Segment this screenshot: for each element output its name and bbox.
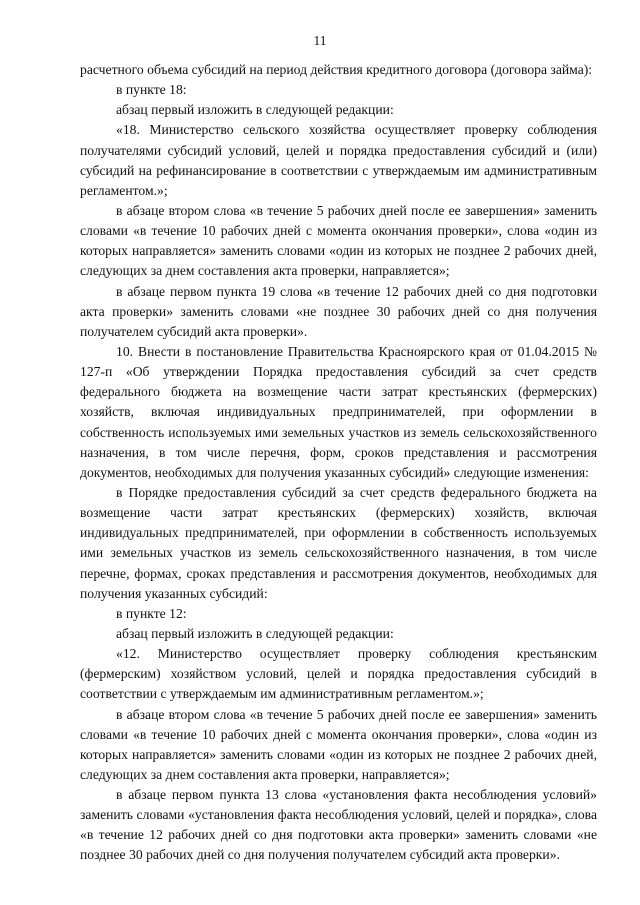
paragraph-continuation: расчетного объема субсидий на период действия кредитного договора (договора займа): — [80, 62, 593, 77]
paragraph: в пункте 12: — [116, 605, 187, 621]
paragraph: в абзаце втором слова «в течение 5 рабочих дней после ее завершения» заменить словами «в течение 10 рабочих дней с момента окончания проверки», слова «один из которых направляется» заменить словами «один из которых не позднее 2 рабочих дней, следующих за днем составления акта проверки, направляется»; — [80, 706, 597, 782]
paragraph: в пункте 18: — [116, 82, 187, 98]
paragraph: в абзаце первом пункта 19 слова «в течение 12 рабочих дней со дня подготовки акта проверки» заменить словами «не позднее 30 рабочих дней со дня получения получателем субсидий акта проверки». — [80, 283, 597, 339]
paragraph: в абзаце первом пункта 13 слова «установления факта несоблюдения условий» заменить словами «установления факта несоблюдения условий, целей и порядка», слова «в течение 12 рабочих дней со дня подготовки акта проверки» заменить словами «не позднее 30 рабочих дней со дня получения получателем субсидий акта проверки». — [80, 787, 597, 863]
paragraph: в абзаце втором слова «в течение 5 рабочих дней после ее завершения» заменить словами «в течение 10 рабочих дней с момента окончания проверки», слова «один из которых направляется» заменить словами «один из которых не позднее 2 рабочих дней, следующих за днем составления акта проверки, направляется»; — [80, 202, 597, 279]
paragraph-quote: «12. Министерство осуществляет проверку соблюдения крестьянским (фермерским) хозяйством условий, целей и порядка предоставления субсидий в соответствии с утверждаемым им административным регламентом.»; — [80, 646, 597, 702]
document-body — [80, 60, 597, 866]
paragraph: абзац первый изложить в следующей редакции: — [116, 102, 394, 118]
paragraph-quote: «18. Министерство сельского хозяйства осуществляет проверку соблюдения получателями субсидий условий, целей и порядка предоставления субсидий и (или) субсидий на рефинансирование в соответствии с утверждаемым им административным регламентом.»; — [80, 122, 597, 198]
paragraph: абзац первый изложить в следующей редакции: — [116, 625, 394, 641]
page-number: 11 — [313, 33, 327, 48]
paragraph-item-10: 10. Внести в постановление Правительства Красноярского края от 01.04.2015 № 127-п «Об утверждении Порядка предоставления субсидий за счет средств федерального бюджета на возмещение части затрат крестьянских (фермерских) хозяйств, включая индивидуальных предпринимателей, при оформлении в собственность используемых ими земельных участков из земель сельскохозяйственного назначения, в том числе перечня, форм, сроков представления и рассмотрения документов, необходимых для получения указанных субсидий» следующие изменения: — [80, 343, 597, 480]
paragraph: в Порядке предоставления субсидий за счет средств федерального бюджета на возмещение части затрат крестьянских (фермерских) хозяйств, включая индивидуальных предпринимателей, при оформлении в собственность используемых ими земельных участков из земель сельскохозяйственного назначения, в том числе перечне, формах, сроках представления и рассмотрения документов, необходимых для получения указанных субсидий: — [80, 484, 597, 601]
